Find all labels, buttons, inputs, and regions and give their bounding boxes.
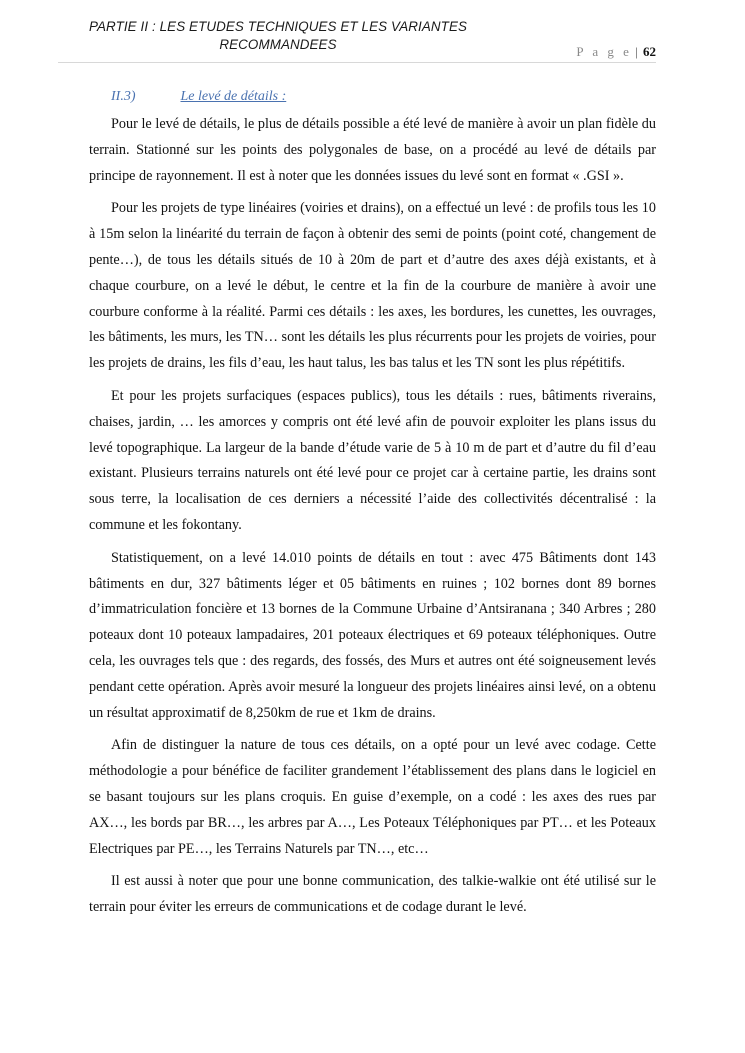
header-title-line2: RECOMMANDEES bbox=[219, 37, 337, 52]
page-label: P a g e bbox=[576, 44, 632, 59]
paragraph: Il est aussi à noter que pour une bonne communication, des talkie-walkie ont été utilisé sur le terrain pour éviter les erreurs de communications et de codage durant le levé. bbox=[89, 873, 656, 916]
section-heading bbox=[111, 89, 286, 105]
paragraph: Statistiquement, on a levé 14.010 points de détails en tout : avec 475 Bâtiments dont 143 bâtiments en dur, 327 bâtiments léger et 05 bâtiments en ruines ; 102 bornes dont 89 bornes d’immatriculation foncière et 13 bornes de la Commune Urbaine d’Antsiranana ; 340 Arbres ; 280 poteaux dont 10 poteaux lampadaires, 201 poteaux électriques et 69 poteaux téléphoniques. Outre cela, les ouvrages tels que : des regards, des fossés, des Murs et autres ont été soigneusement levés pendant cette opération. Après avoir mesuré la longueur des projets linéaires ainsi levé, on a obtenu un résultat approximatif de 8,250km de rue et 1km de drains. bbox=[89, 549, 656, 721]
paragraph: Et pour les projets surfaciques (espaces publics), tous les détails : rues, bâtiments riverains, chaises, jardin, … les amorces y compris ont été levé afin de pouvoir exploiter les plans issus du levé topographique. La largeur de la bande d’étude varie de 5 à 10 m de part et d’autre du fil d’eau existant. Plusieurs terrains naturels ont été levé pour ce projet car à certaine partie, les drains sont sous terre, la localisation de ces derniers a nécessité l’aide des collectivités décentralisé : la commune et les fokontany. bbox=[89, 387, 656, 533]
page-number: 62 bbox=[643, 44, 656, 59]
paragraph: Pour le levé de détails, le plus de détails possible a été levé de manière à avoir un plan fidèle du terrain. Stationné sur les points des polygonales de base, on a procédé au levé de détails par principe de rayonnement. Il est à noter que les données issues du levé sont en format « .GSI ». bbox=[89, 116, 656, 184]
paragraph: Pour les projets de type linéaires (voiries et drains), on a effectué un levé : de profils tous les 10 à 15m selon la linéarité du terrain de façon à obtenir des semi de points (point coté, changement de pente…), de tous les détails situés de 10 à 20m de part et d’autre des axes déjà existants, et à chaque courbure, on a levé le début, le centre et la fin de la courbure de manière à avoir une courbure conforme à la réalité. Parmi ces détails : les axes, les bordures, les cunettes, les ouvrages, les bâtiments, les murs, les TN… sont les détails les plus récurrents pour les projets de voiries, pour les projets de drains, les fils d’eau, les haut talus, les bas talus et les TN sont les plus répétitifs. bbox=[89, 200, 656, 372]
page-number-block bbox=[576, 44, 656, 60]
header-divider bbox=[58, 62, 656, 63]
section-number: II.3) bbox=[111, 89, 136, 104]
header-title-line1: PARTIE II : LES ETUDES TECHNIQUES ET LES VARIANTES bbox=[88, 19, 468, 34]
page-separator: | bbox=[635, 44, 638, 59]
header-title bbox=[58, 18, 498, 54]
paragraph: Afin de distinguer la nature de tous ces détails, on a opté pour un levé avec codage. Cette méthodologie a pour bénéfice de faciliter grandement l’établissement des plans dans le logiciel en se basant toujours sur les plans croquis. En guise d’exemple, on a codé : les axes des rues par AX…, les bords par BR…, les arbres par A…, Les Poteaux Téléphoniques par PT… et les Poteaux Electriques par PE…, les Terrains Naturels par TN…, etc… bbox=[89, 737, 656, 857]
section-title: Le levé de détails : bbox=[180, 89, 287, 104]
body-text bbox=[89, 112, 656, 928]
